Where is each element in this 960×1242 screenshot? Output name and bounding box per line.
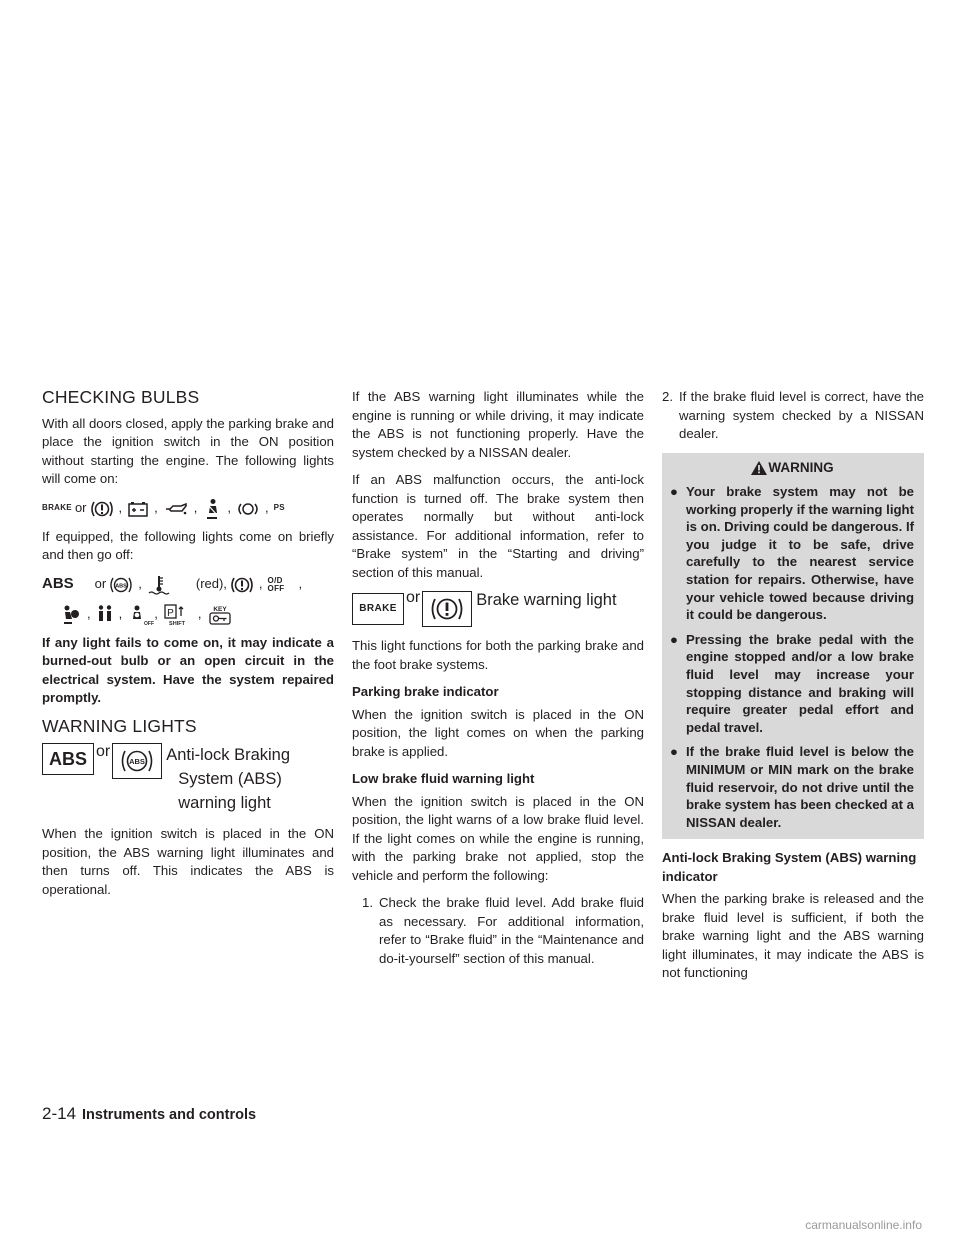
abs-text-icon: ABS (42, 575, 74, 593)
red-note: (red), (195, 576, 227, 592)
brake-box-icon: BRAKE (352, 593, 404, 625)
key-label: KEY (212, 605, 227, 613)
lights-row-3 (60, 604, 334, 626)
warning-box (662, 453, 924, 840)
low-fluid-subheading: Low brake fluid warning light (352, 771, 535, 786)
charging-icon (236, 500, 260, 518)
abs-circle-icon (109, 575, 133, 595)
list-item: 1. Check the brake fluid level. Add brake fluid as necessary. For additional information, refer to “Brake fluid” in the “Maintenance and do-it-yourself” section of this manual. (362, 895, 644, 966)
abs-paragraph: When the ignition switch is placed in the ON position, the ABS warning light illuminates and then turns off. This indicates the ABS is operational. (42, 826, 334, 897)
page-footer (42, 1104, 256, 1124)
oil-pressure-icon (163, 501, 189, 517)
warning-triangle-icon (750, 460, 768, 476)
abs-running-paragraph: If the ABS warning light illuminates while the engine is running or while driving, it may indicate the ABS is not functioning properly. Have the system checked by a NISSAN dealer. (352, 389, 644, 460)
comma: , (193, 500, 198, 516)
procedure-list (352, 894, 644, 968)
comma: , (154, 606, 158, 622)
seatbelt-icon (202, 498, 222, 520)
comma: , (298, 576, 303, 592)
abs-circle-box-icon (112, 743, 162, 779)
abs-indicator-paragraph: When the parking brake is released and the brake fluid level is sufficient, if both the brake warning light and the ABS warning light illuminates, it may indicate the ABS is not functioning (662, 891, 924, 981)
rear-seatbelt-icon (96, 604, 114, 626)
comma: , (118, 606, 123, 622)
or-word: or (94, 576, 107, 592)
brake-heading-label: Brake warning light (476, 591, 617, 609)
lights-row-1 (42, 498, 334, 520)
procedure-list-continued (662, 388, 924, 444)
brake-text-icon: BRAKE (42, 503, 72, 513)
abs-malfunction-paragraph: If an ABS malfunction occurs, the anti-lock function is turned off. The brake system then operates normally but without anti-lock assistance. For additional information, refer to “Brake system” in the “Starting and driving” section of this manual. (352, 472, 644, 580)
watermark: carmanualsonline.info (805, 1218, 922, 1232)
abs-indicator-subheading: Anti-lock Braking System (ABS) warning indicator (662, 850, 917, 884)
p-label: P (167, 607, 174, 619)
abs-warning-light-heading (42, 743, 334, 815)
airbag-off-icon (127, 604, 155, 627)
brake-warning-icon (90, 499, 114, 519)
comma: , (118, 500, 123, 516)
warning-bullet: ● If the brake fluid level is below the MINIMUM or MIN mark on the brake fluid reservoir, do not drive until the brake system has been checked at a NISSAN dealer. (670, 744, 914, 830)
or-word: or (74, 500, 87, 516)
parking-brake-paragraph: When the ignition switch is placed in the ON position, the light comes on when the parking brake is applied. (352, 706, 644, 759)
low-fluid-paragraph: When the ignition switch is placed in the ON position, the light warns of a low brake fluid level. If the light comes on while the engine is running, with the parking brake not applied, stop the vehicle and perform the following: (352, 793, 644, 883)
column-1 (42, 388, 334, 908)
comma: , (87, 606, 91, 622)
key-warning-icon (207, 604, 233, 626)
column-2 (352, 388, 644, 977)
chapter-title: Instruments and controls (82, 1107, 257, 1123)
failure-note: If any light fails to come on, it may indicate a burned-out bulb or an open circuit in the electrical system. Have the system repaired promptly. (42, 634, 334, 705)
warning-bullet: ● Pressing the brake pedal with the engine stopped and/or a low brake fluid level may increase your stopping distance and braking will require greater pedal effort and pedal travel. (670, 631, 914, 735)
list-item: 2. If the brake fluid level is correct, have the warning system checked by a NISSAN dealer. (662, 389, 924, 441)
abs-heading-label: Anti-lock Braking System (ABS) warning light (166, 746, 291, 812)
if-equipped-paragraph: If equipped, the following lights come on briefly and then go off: (42, 528, 334, 562)
intro-paragraph: With all doors closed, apply the parking brake and place the ignition switch in the ON position without starting the engine. The following lights will come on: (42, 415, 334, 486)
or-word: or (96, 743, 111, 760)
coolant-temperature-icon (147, 574, 171, 596)
svg-text:ABS: ABS (115, 583, 128, 589)
comma: , (265, 500, 269, 516)
comma: , (197, 606, 202, 622)
abs-box-icon: ABS (42, 743, 94, 775)
lights-row-2 (42, 574, 334, 596)
power-steering-text-icon: PS (273, 503, 285, 513)
off-label: OFF (144, 620, 155, 627)
brake-warning-icon (230, 575, 254, 595)
svg-text:ABS: ABS (129, 757, 146, 766)
battery-icon (127, 500, 149, 518)
page-number: 2-14 (42, 1104, 77, 1123)
comma: , (227, 500, 232, 516)
warning-bullet: ● Your brake system may not be working properly if the warning light is on. Driving could be dangerous. If you judge it to be safe, drive carefully to the nearest service station for repairs. Otherwise, have your vehicle towed because driving it could be dangerous. (670, 484, 914, 623)
brake-warning-light-heading (352, 591, 644, 627)
or-word: or (406, 589, 421, 606)
parking-brake-subheading: Parking brake indicator (352, 684, 499, 699)
warning-header (670, 459, 914, 478)
warning-title: WARNING (768, 459, 834, 475)
airbag-icon (60, 604, 82, 626)
comma: , (154, 500, 158, 516)
section-title-checking-bulbs: CHECKING BULBS (42, 387, 200, 407)
brake-circle-box-icon (422, 591, 472, 627)
brake-light-paragraph: This light functions for both the parking brake and the foot brake systems. (352, 638, 644, 672)
comma: , (258, 576, 263, 592)
column-3 (662, 388, 924, 992)
overdrive-off-icon: O/D OFF (267, 575, 285, 593)
section-title-warning-lights: WARNING LIGHTS (42, 715, 197, 736)
shift-label: SHIFT (168, 620, 185, 627)
comma: , (138, 576, 142, 592)
shift-park-icon (163, 604, 193, 626)
